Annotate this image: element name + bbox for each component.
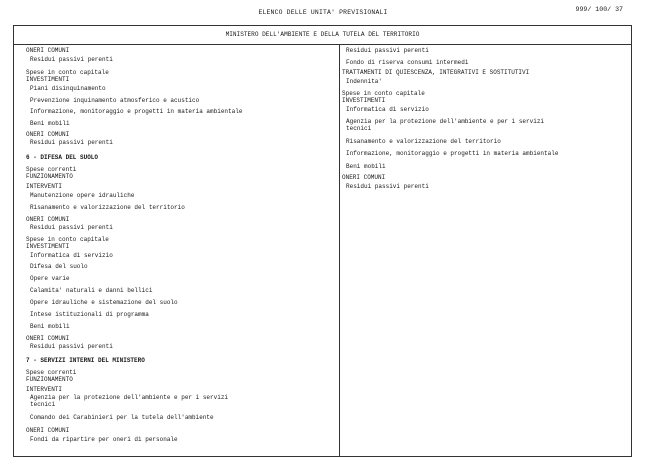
list-item: tecnici bbox=[30, 401, 56, 408]
list-item: Fondo di riserva consumi intermedi bbox=[346, 59, 469, 66]
list-item: Informazione, monitoraggio e progetti in materia ambientale bbox=[30, 108, 243, 115]
section-heading: FUNZIONAMENTO bbox=[26, 173, 73, 180]
list-item: Beni mobili bbox=[30, 323, 70, 330]
section-heading: 6 - DIFESA DEL SUOLO bbox=[26, 154, 99, 161]
section-heading: Spese correnti bbox=[26, 166, 77, 173]
table-frame bbox=[13, 25, 632, 457]
list-item: Difesa del suolo bbox=[30, 263, 88, 270]
list-item: Informatica di servizio bbox=[346, 106, 429, 113]
list-item: Fondi da ripartire per oneri di personale bbox=[30, 436, 178, 443]
list-item: Indennita' bbox=[346, 78, 383, 85]
list-item: Prevenzione inquinamento atmosferico e acustico bbox=[30, 97, 200, 104]
page-number: 999/ 100/ 37 bbox=[575, 6, 623, 13]
section-heading: Spese in conto capitale bbox=[26, 69, 109, 76]
section-heading: ONERI COMUNI bbox=[26, 427, 70, 434]
list-item: Comando dei Carabinieri per la tutela dell'ambiente bbox=[30, 414, 214, 421]
section-heading: INTERVENTI bbox=[26, 386, 63, 393]
section-heading: Spese correnti bbox=[26, 369, 77, 376]
section-heading: TRATTAMENTI DI QUIESCENZA, INTEGRATIVI E SOSTITUTIVI bbox=[342, 69, 530, 76]
list-item: Agenzia per la protezione dell'ambiente e per i servizi bbox=[346, 118, 545, 125]
section-heading: INVESTIMENTI bbox=[26, 76, 70, 83]
list-item: Risanamento e valorizzazione del territorio bbox=[346, 138, 501, 145]
list-item: Risanamento e valorizzazione del territorio bbox=[30, 204, 185, 211]
list-item: Informazione, monitoraggio e progetti in materia ambientale bbox=[346, 150, 559, 157]
list-item: Piani disinquinamento bbox=[30, 85, 106, 92]
section-heading: INVESTIMENTI bbox=[342, 97, 386, 104]
list-item: Beni mobili bbox=[346, 163, 386, 170]
column-divider bbox=[339, 44, 340, 456]
list-item: Residui passivi perenti bbox=[346, 183, 429, 190]
list-item: Residui passivi perenti bbox=[346, 47, 429, 54]
section-heading: ONERI COMUNI bbox=[342, 174, 386, 181]
list-item: Opere idrauliche e sistemazione del suolo bbox=[30, 299, 178, 306]
ministry-heading: MINISTERO DELL'AMBIENTE E DELLA TUTELA DEL TERRITORIO bbox=[14, 26, 631, 45]
section-heading: 7 - SERVIZI INTERNI DEL MINISTERO bbox=[26, 357, 145, 364]
list-item: Calamita' naturali e danni bellici bbox=[30, 287, 153, 294]
section-heading: INVESTIMENTI bbox=[26, 243, 70, 250]
document-title: ELENCO DELLE UNITA' PREVISIONALI bbox=[258, 9, 388, 16]
list-item: Manutenzione opere idrauliche bbox=[30, 192, 135, 199]
section-heading: Spese in conto capitale bbox=[26, 236, 109, 243]
list-item: Residui passivi perenti bbox=[30, 56, 113, 63]
section-heading: ONERI COMUNI bbox=[26, 47, 70, 54]
list-item: Residui passivi perenti bbox=[30, 343, 113, 350]
section-heading: ONERI COMUNI bbox=[26, 335, 70, 342]
section-heading: FUNZIONAMENTO bbox=[26, 376, 73, 383]
list-item: tecnici bbox=[346, 125, 372, 132]
list-item: Residui passivi perenti bbox=[30, 224, 113, 231]
list-item: Opere varie bbox=[30, 275, 70, 282]
list-item: Informatica di servizio bbox=[30, 252, 113, 259]
list-item: Beni mobili bbox=[30, 120, 70, 127]
list-item: Residui passivi perenti bbox=[30, 139, 113, 146]
section-heading: INTERVENTI bbox=[26, 183, 63, 190]
list-item: Intese istituzionali di programma bbox=[30, 311, 149, 318]
list-item: Agenzia per la protezione dell'ambiente e per i servizi bbox=[30, 394, 229, 401]
section-heading: ONERI COMUNI bbox=[26, 131, 70, 138]
section-heading: Spese in conto capitale bbox=[342, 90, 425, 97]
section-heading: ONERI COMUNI bbox=[26, 216, 70, 223]
